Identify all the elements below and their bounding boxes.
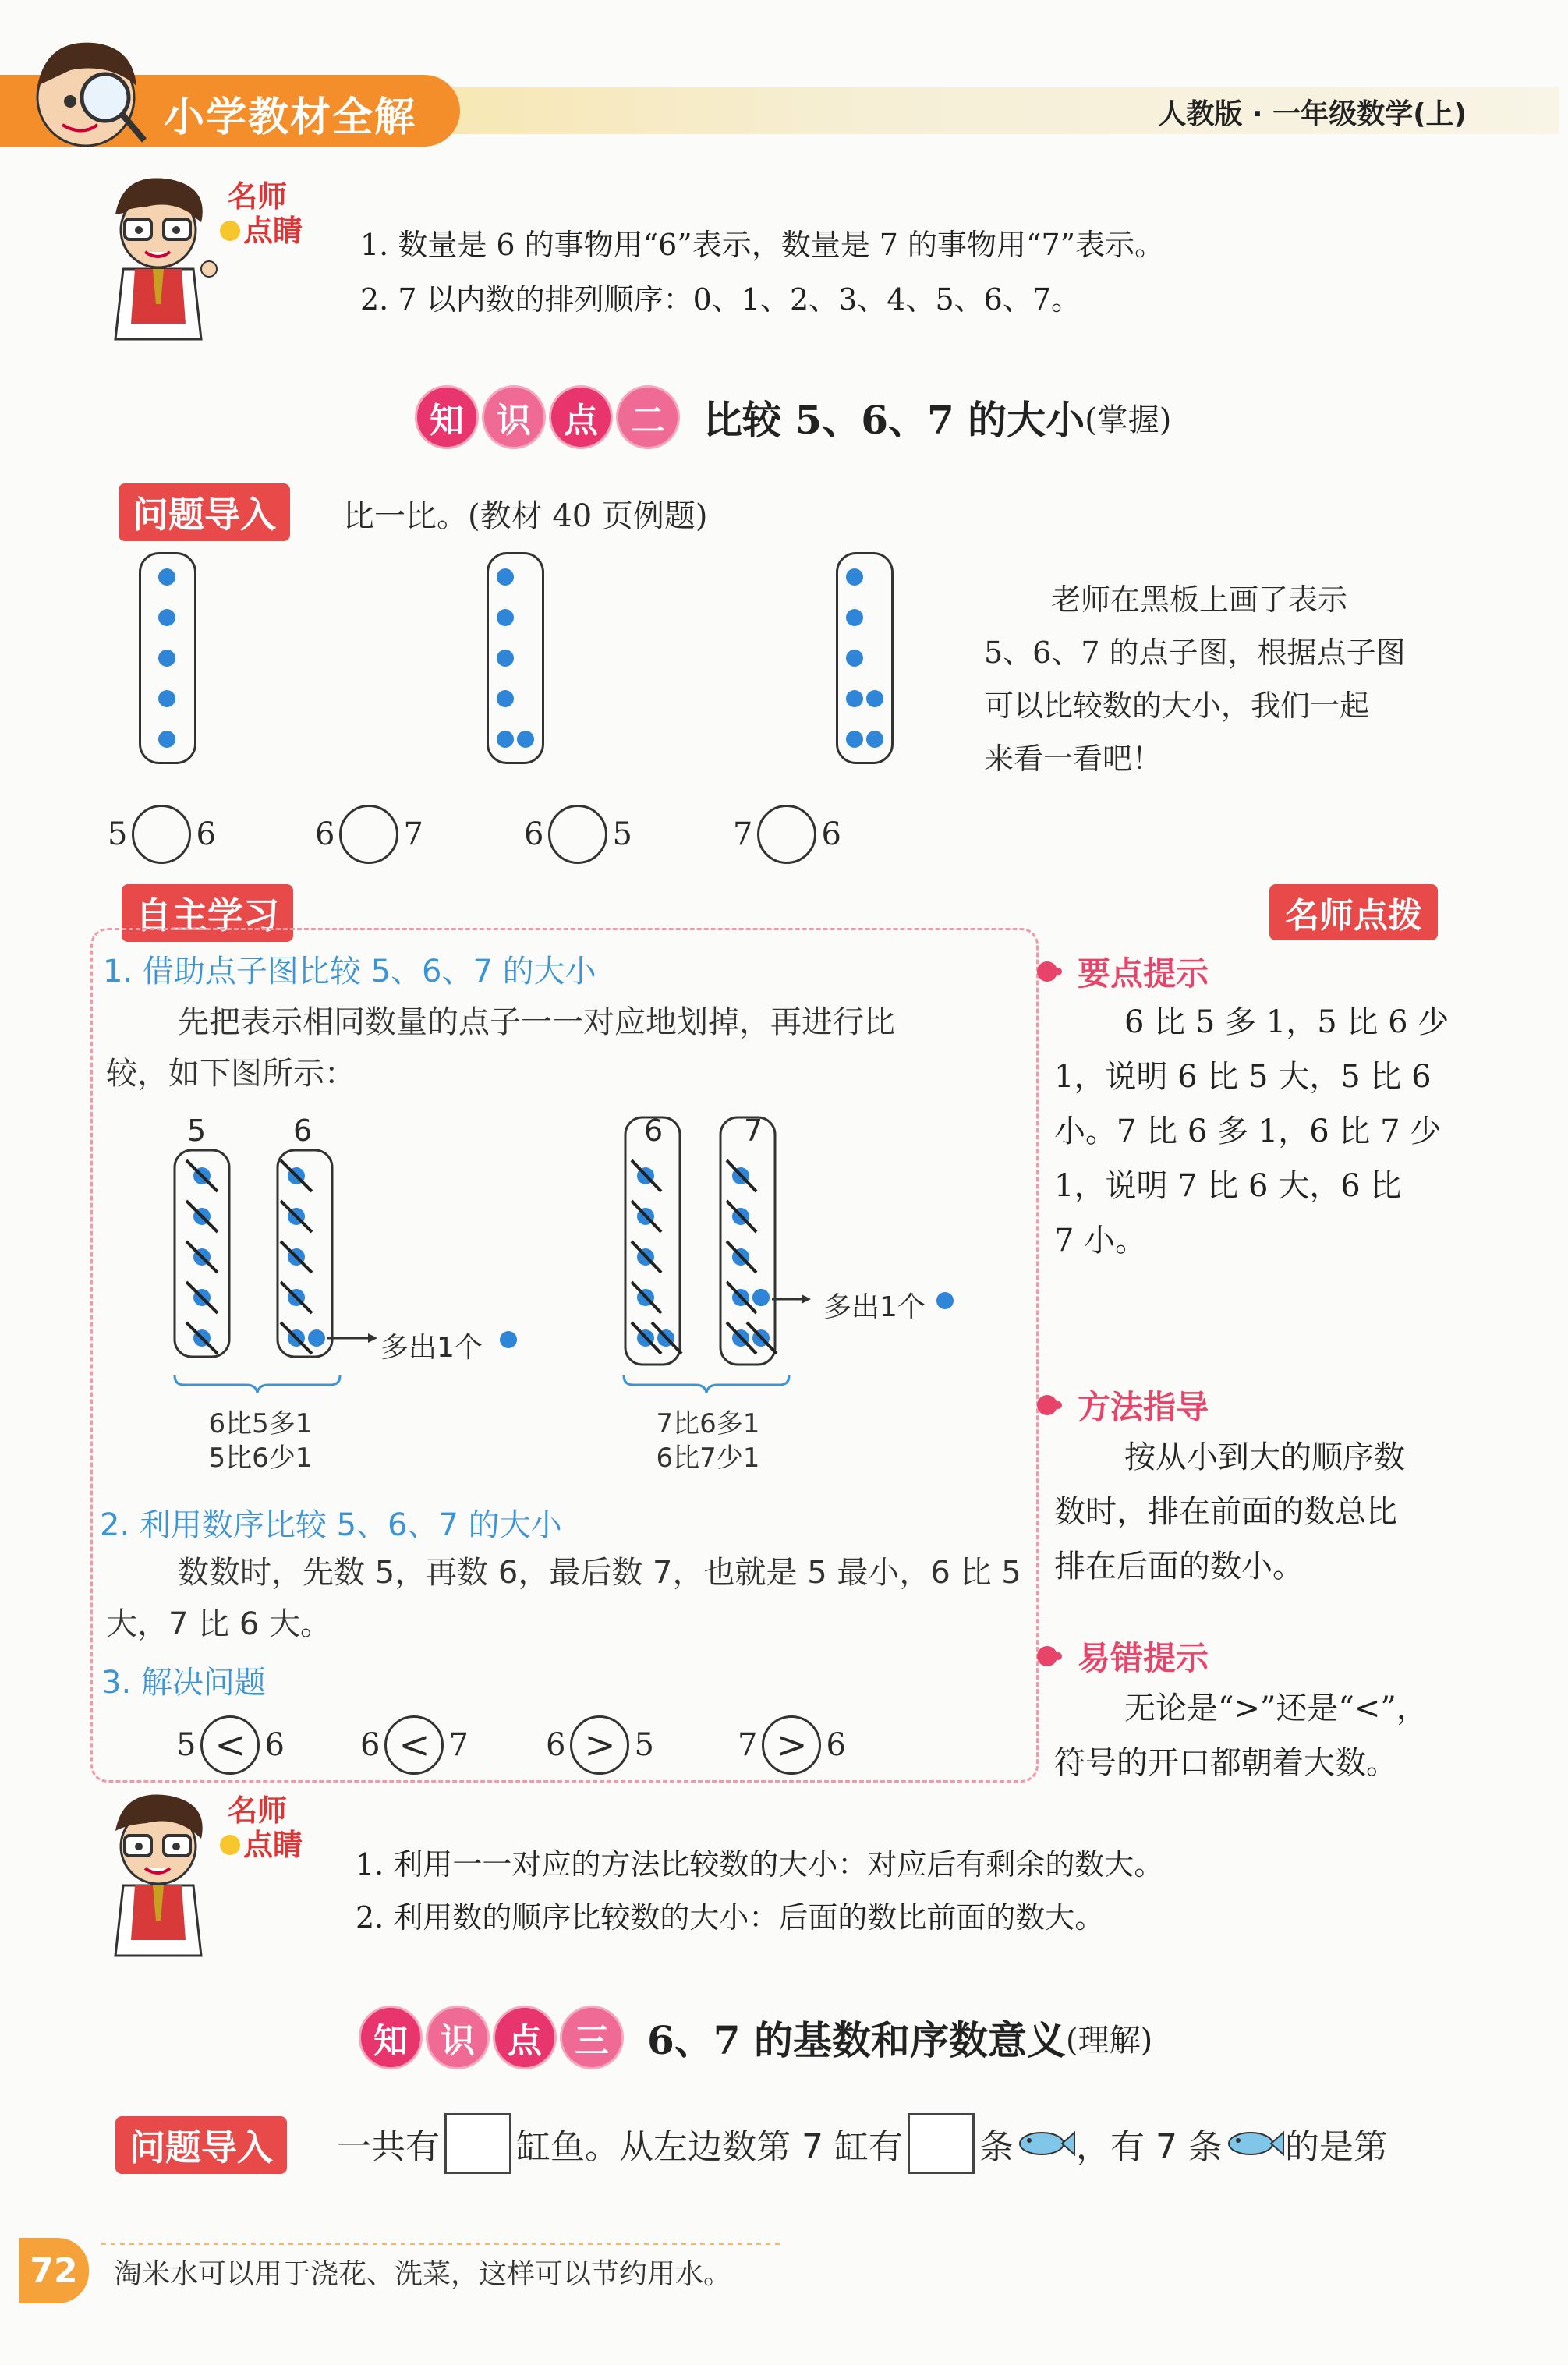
tip-badge-line1: 名师	[228, 1793, 288, 1828]
solved-compare: 7 > 6	[738, 1715, 846, 1775]
tip-badge-line2: 点睛	[243, 1828, 303, 1862]
diagram-number: 7	[744, 1113, 763, 1148]
solved-compare: 6 > 5	[546, 1715, 654, 1775]
dot-column-7	[836, 552, 894, 764]
side-heading-key-points: 要点提示	[1037, 948, 1209, 995]
kp-char: 点	[493, 2006, 557, 2069]
diagram-number: 5	[187, 1113, 207, 1148]
section-heading: 1. 借助点子图比较 5、6、7 的大小	[103, 954, 596, 990]
fish-icon	[1014, 2126, 1076, 2161]
tip-line: 1. 数量是 6 的事物用“6”表示，数量是 7 的事物用“7”表示。	[360, 228, 1165, 262]
page-number: 72	[19, 2238, 89, 2303]
fish-icon	[1223, 2126, 1285, 2161]
solved-compare: 6 < 7	[360, 1715, 469, 1775]
diagram-number: 6	[293, 1113, 313, 1148]
compare-item: 6 5	[524, 805, 632, 864]
side-body: 6 比 5 多 1，5 比 6 少 1，说明 6 比 5 大，5 比 6 小。7 比 6 多 1，6 比 7 少 1，说明 7 比 6 大，6 比 7 小。	[1054, 1004, 1449, 1259]
answer-circle[interactable]	[132, 805, 191, 864]
footer-divider	[101, 2243, 780, 2245]
answer-circle[interactable]	[757, 805, 816, 864]
intro-side-line: 来看一看吧！	[984, 742, 1163, 776]
tip-line: 2. 利用数的顺序比较数的大小：后面的数比前面的数大。	[356, 1900, 1105, 1935]
solved-compare: 5 < 6	[176, 1715, 285, 1775]
crossed-dots-diagram-left	[164, 1146, 554, 1372]
kp-char: 二	[616, 385, 680, 449]
section-heading: 3. 解决问题	[101, 1665, 266, 1701]
diagram-caption: 7比6多1 6比7少1	[656, 1408, 760, 1474]
answer-circle[interactable]	[548, 805, 607, 864]
tip-badge	[220, 179, 303, 248]
knowledge-point-heading	[415, 385, 1171, 449]
diagram-number: 6	[644, 1113, 664, 1148]
answer-blank[interactable]	[444, 2113, 511, 2174]
dot-column-5	[139, 552, 196, 764]
brace-icon	[621, 1372, 792, 1396]
answer-circle[interactable]	[339, 805, 398, 864]
answer-blank[interactable]	[908, 2113, 975, 2174]
intro-tag: 问题导入	[119, 483, 290, 541]
intro-side-line: 可以比较数的大小，我们一起	[984, 689, 1370, 723]
answer-circle: >	[570, 1715, 629, 1775]
extra-label: 多出1个	[380, 1332, 483, 1364]
section-heading: 2. 利用数序比较 5、6、7 的大小	[100, 1507, 562, 1543]
teacher-mascot-icon	[92, 1784, 225, 1963]
compare-item: 7 6	[733, 805, 841, 864]
bullet-icon	[1037, 961, 1057, 982]
answer-circle: <	[200, 1715, 260, 1775]
self-study-tag: 自主学习	[122, 884, 293, 942]
kp-char: 识	[426, 2006, 490, 2069]
side-heading-method: 方法指导	[1037, 1382, 1209, 1429]
side-body: 按从小到大的顺序数 数时，排在前面的数总比 排在后面的数小。	[1054, 1439, 1405, 1584]
compare-item: 6 7	[315, 805, 423, 864]
intro-text: 比一比。(教材 40 页例题)	[343, 498, 708, 534]
tip-badge-line2: 点睛	[243, 214, 303, 248]
knowledge-point-heading	[359, 2006, 1152, 2069]
book-title: 小学教材全解	[164, 94, 417, 141]
tip-badge	[220, 1793, 303, 1862]
intro-question: 一共有 缸鱼。从左边数第 7 缸有 条 ，有 7 条 的是第	[337, 2113, 1388, 2174]
mascot-logo-icon	[16, 23, 156, 164]
intro-side-line: 5、6、7 的点子图，根据点子图	[984, 636, 1406, 670]
intro-side-line: 老师在黑板上画了表示	[1051, 582, 1348, 617]
compare-item: 5 6	[108, 805, 216, 864]
body-line: 先把表示相同数量的点子一一对应地划掉，再进行比	[178, 1004, 895, 1040]
section-body	[106, 997, 1026, 1099]
dot-column-6	[487, 552, 544, 764]
body-line: 数数时，先数 5，再数 6，最后数 7，也就是 5 最小，6 比 5	[178, 1555, 1021, 1591]
extra-label: 多出1个	[823, 1291, 926, 1323]
kp-char: 知	[415, 385, 479, 449]
edition-label: 人教版 · 一年级数学(上)	[1158, 98, 1467, 130]
diagram-caption: 6比5多1 5比6少1	[208, 1408, 313, 1474]
answer-circle: <	[384, 1715, 444, 1775]
kp-char: 点	[549, 385, 613, 449]
kp-subtitle: (掌握)	[1085, 402, 1172, 438]
kp-title: 比较 5、6、7 的大小	[703, 397, 1085, 443]
intro-tag: 问题导入	[115, 2116, 287, 2174]
tip-line: 2. 7 以内数的排列顺序：0、1、2、3、4、5、6、7。	[360, 282, 1081, 317]
lightbulb-icon	[220, 221, 240, 241]
teacher-hint-tag: 名师点拨	[1269, 884, 1438, 940]
lightbulb-icon	[220, 1835, 240, 1855]
teacher-mascot-icon	[92, 168, 225, 347]
section-body	[106, 1547, 1034, 1650]
intro-side-text	[984, 573, 1406, 785]
tip-badge-line1: 名师	[228, 179, 288, 214]
crossed-dots-diagram-right	[616, 1113, 975, 1371]
side-heading-common-errors: 易错提示	[1037, 1633, 1209, 1680]
side-body: 无论是“>”还是“<”， 符号的开口都朝着大数。	[1054, 1691, 1428, 1781]
footer-note: 淘米水可以用于浇花、洗菜，这样可以节约用水。	[114, 2258, 732, 2290]
kp-title: 6、7 的基数和序数意义	[647, 2017, 1066, 2063]
body-line: 大，7 比 6 大。	[106, 1606, 332, 1642]
kp-char: 识	[482, 385, 546, 449]
answer-circle: >	[762, 1715, 821, 1775]
bullet-icon	[1037, 1646, 1057, 1666]
kp-char: 三	[560, 2006, 624, 2069]
kp-char: 知	[359, 2006, 423, 2069]
kp-subtitle: (理解)	[1066, 2022, 1153, 2059]
bullet-icon	[1037, 1395, 1057, 1415]
body-line: 较，如下图所示：	[106, 1056, 356, 1092]
tip-line: 1. 利用一一对应的方法比较数的大小：对应后有剩余的数大。	[356, 1847, 1164, 1882]
brace-icon	[172, 1372, 343, 1396]
